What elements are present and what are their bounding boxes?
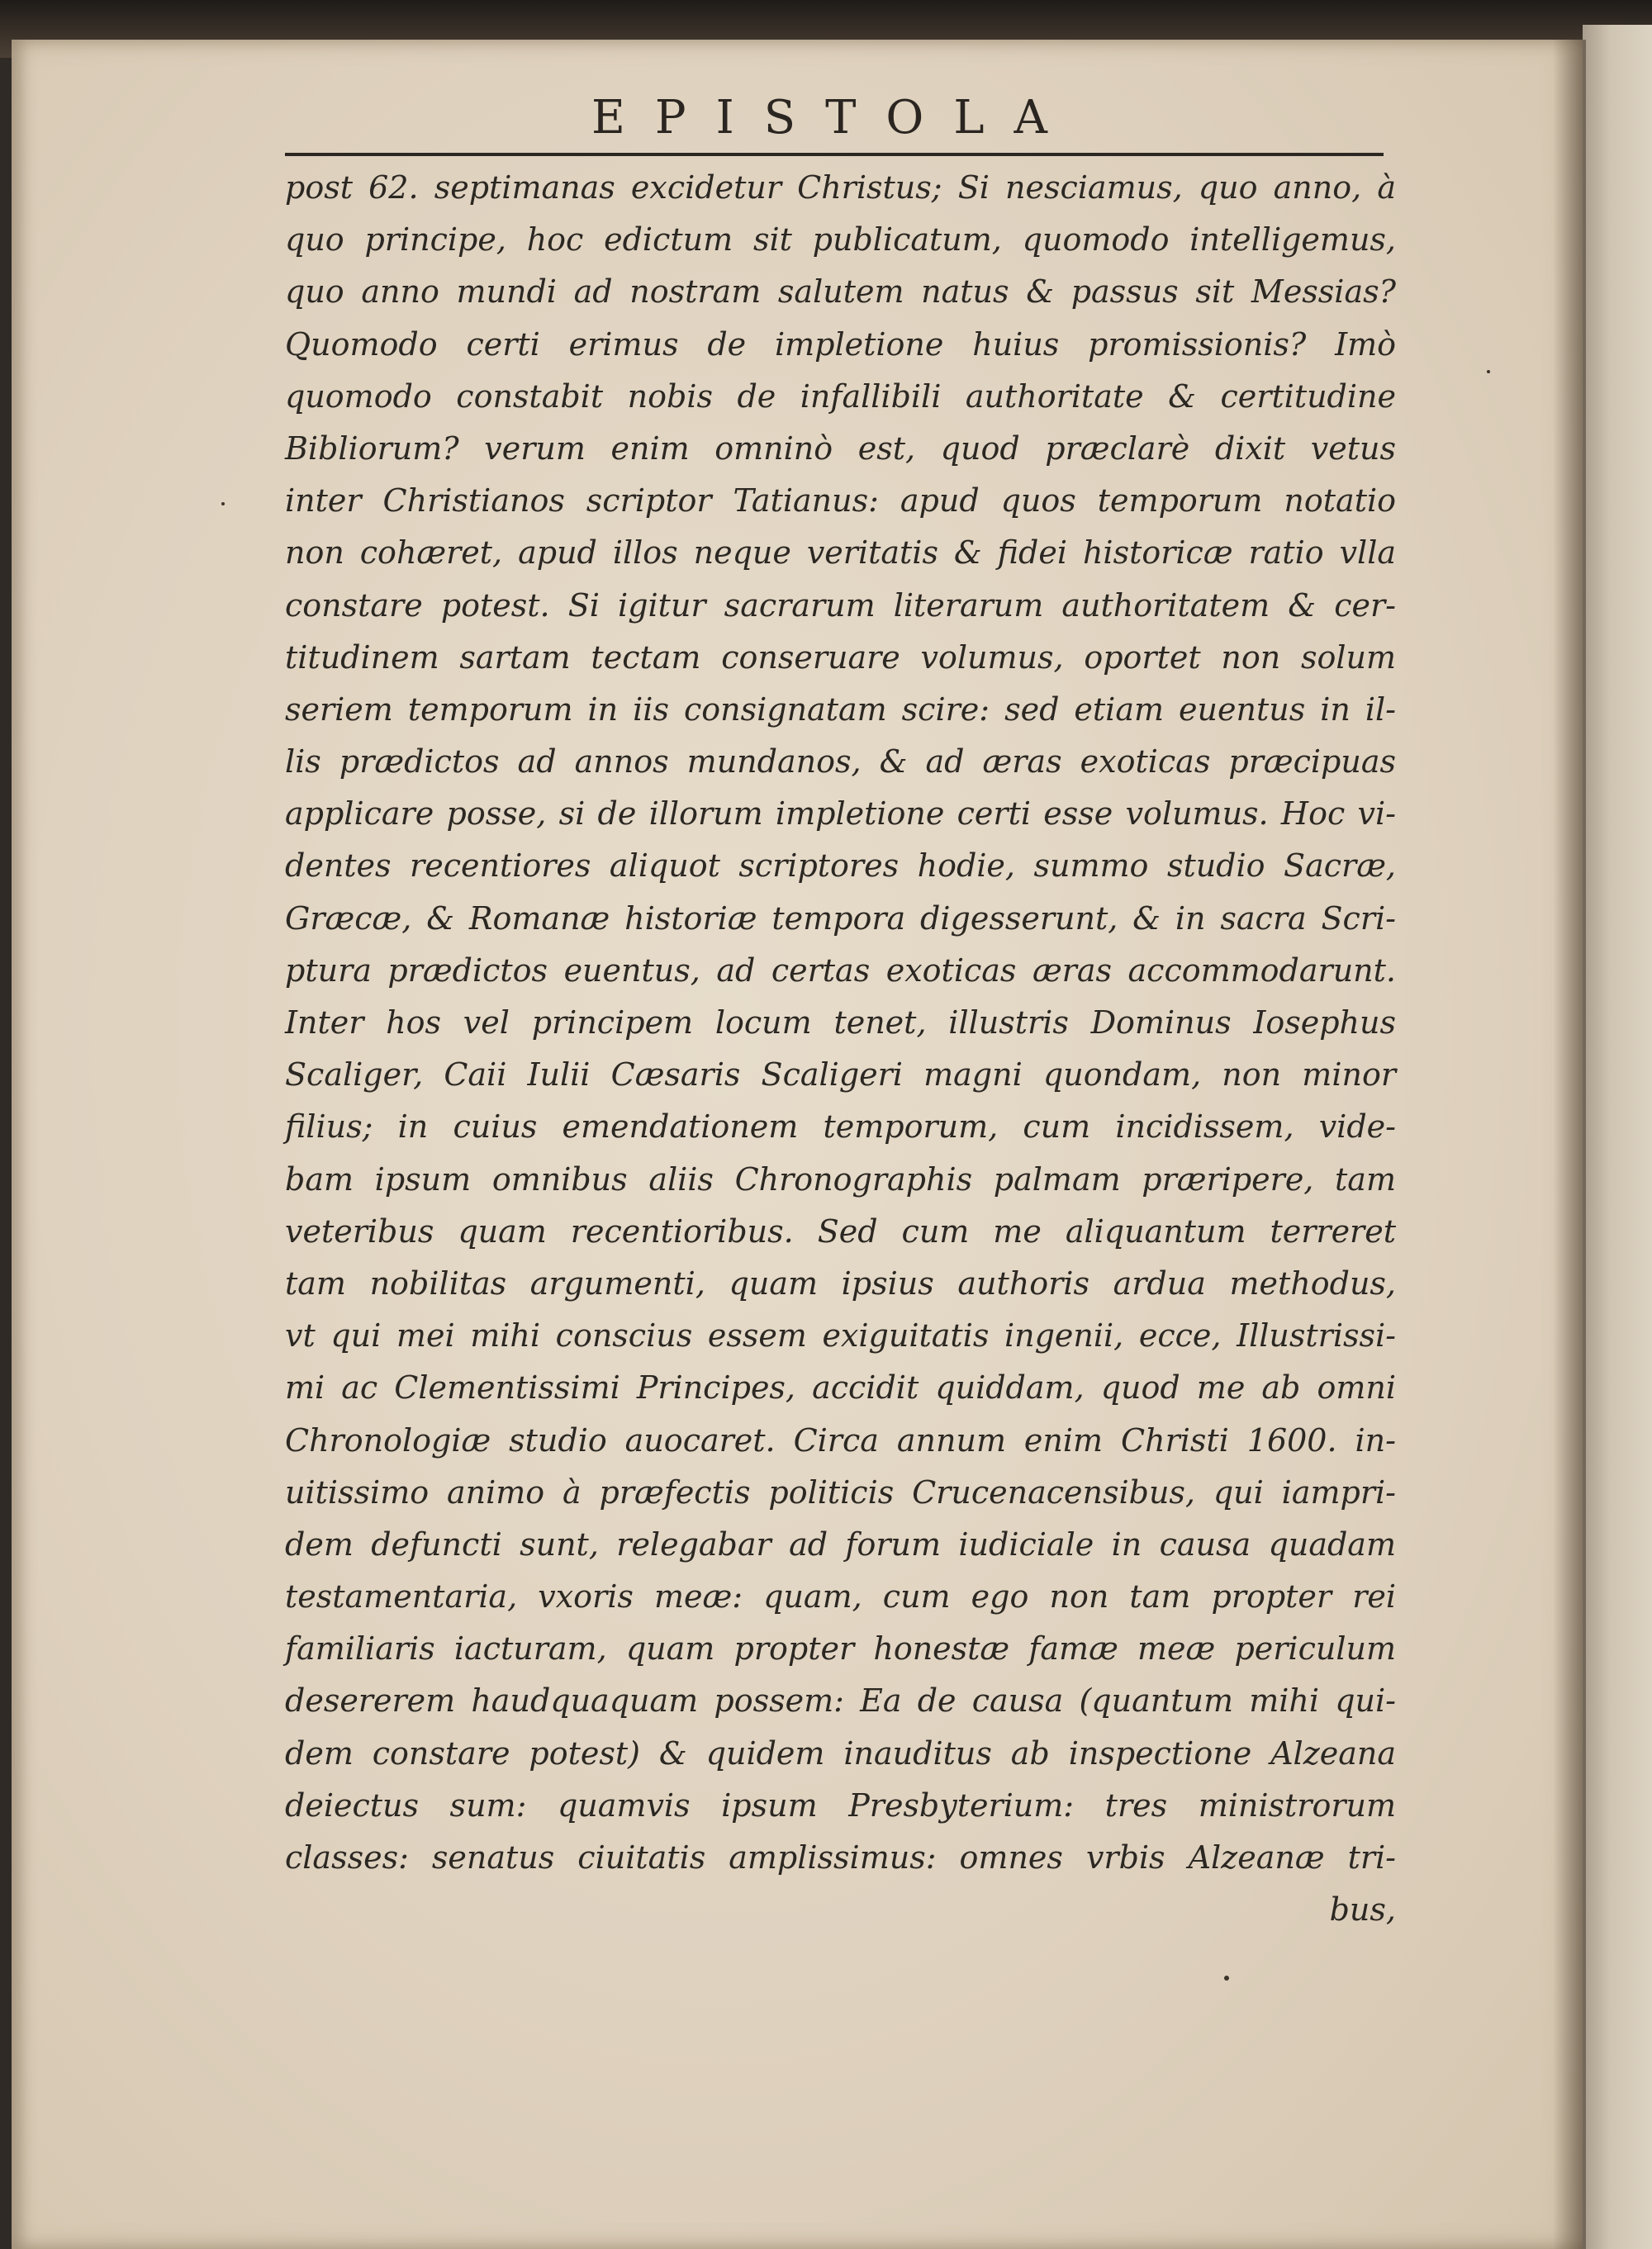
text-line: filius; in cuius emendationem temporum, cum incidissem, vide- <box>285 1108 1396 1146</box>
gutter-shadow <box>1553 40 1586 2249</box>
paper-speck <box>1224 1976 1229 1981</box>
text-line: seriem temporum in iis consignatam scire: sed etiam euentus in il- <box>285 690 1396 728</box>
text-line: post 62. septimanas excidetur Christus; Si nesciamus, quo anno, à <box>285 169 1396 206</box>
text-line: dem constare potest) & quidem inauditus ab inspectione Alzeana <box>285 1734 1396 1772</box>
text-line: Inter hos vel principem locum tenet, illustris Dominus Iosephus <box>285 1004 1396 1041</box>
text-line: desererem haudquaquam possem: Ea de causa (quantum mihi qui- <box>285 1682 1396 1720</box>
text-line: Græcæ, & Romanæ historiæ tempora digesserunt, & in sacra Scri- <box>285 899 1396 937</box>
text-line: non cohæret, apud illos neque veritatis & fidei historicæ ratio vlla <box>285 534 1396 572</box>
text-line: Bibliorum? verum enim omninò est, quod præclarè dixit vetus <box>285 429 1396 467</box>
text-line: veteribus quam recentioribus. Sed cum me aliquantum terreret <box>285 1212 1396 1250</box>
text-line: uitissimo animo à præfectis politicis Crucenacensibus, qui iampri- <box>285 1473 1396 1511</box>
text-line: titudinem sartam tectam conseruare volumus, oportet non solum <box>285 638 1396 676</box>
text-line: mi ac Clementissimi Principes, accidit quiddam, quod me ab omni <box>285 1369 1396 1407</box>
paper-speck <box>1487 370 1490 373</box>
paper-speck <box>221 502 225 505</box>
text-line: classes: senatus ciuitatis amplissimus: omnes vrbis Alzeanæ tri- <box>285 1839 1396 1876</box>
text-line: lis prædictos ad annos mundanos, & ad æras exoticas præcipuas <box>285 743 1396 781</box>
text-line: applicare posse, si de illorum impletione certi esse volumus. Hoc vi- <box>285 795 1396 833</box>
text-line: quomodo constabit nobis de infallibili authoritate & certitudine <box>285 377 1396 415</box>
text-line: Scaliger, Caii Iulii Cæsaris Scaligeri magni quondam, non minor <box>285 1056 1396 1094</box>
header-rule <box>285 153 1384 156</box>
text-line: tam nobilitas argumenti, quam ipsius authoris ardua methodus, <box>285 1264 1396 1302</box>
text-line: Quomodo certi erimus de impletione huius promissionis? Imò <box>285 325 1396 363</box>
text-line: dentes recentiores aliquot scriptores hodie, summo studio Sacræ, <box>285 847 1396 885</box>
catchword: bus, <box>1329 1891 1396 1929</box>
text-line: bam ipsum omnibus aliis Chronographis palmam præripere, tam <box>285 1160 1396 1198</box>
text-line: vt qui mei mihi conscius essem exiguitatis ingenii, ecce, Illustrissi- <box>285 1317 1396 1355</box>
text-line: quo anno mundi ad nostram salutem natus & passus sit Messias? <box>285 273 1396 311</box>
body-text <box>285 162 1396 1936</box>
running-head: EPISTOLA <box>591 91 1077 145</box>
text-line: constare potest. Si igitur sacrarum literarum authoritatem & cer- <box>285 586 1396 624</box>
text-line: deiectus sum: quamvis ipsum Presbyterium: tres ministrorum <box>285 1786 1396 1824</box>
text-line: familiaris iacturam, quam propter honestæ famæ meæ periculum <box>285 1630 1396 1668</box>
text-line: ptura prædictos euentus, ad certas exoticas æras accommodarunt. <box>285 951 1396 989</box>
adjacent-page-edge <box>1583 25 1652 2249</box>
text-line: inter Christianos scriptor Tatianus: apud quos temporum notatio <box>285 482 1396 520</box>
text-line: dem defuncti sunt, relegabar ad forum iudiciale in causa quadam <box>285 1525 1396 1563</box>
text-line: quo principe, hoc edictum sit publicatum, quomodo intelligemus, <box>285 221 1396 259</box>
text-line: testamentaria, vxoris meæ: quam, cum ego non tam propter rei <box>285 1578 1396 1616</box>
text-line: Chronologiæ studio auocaret. Circa annum enim Christi 1600. in- <box>285 1421 1396 1459</box>
